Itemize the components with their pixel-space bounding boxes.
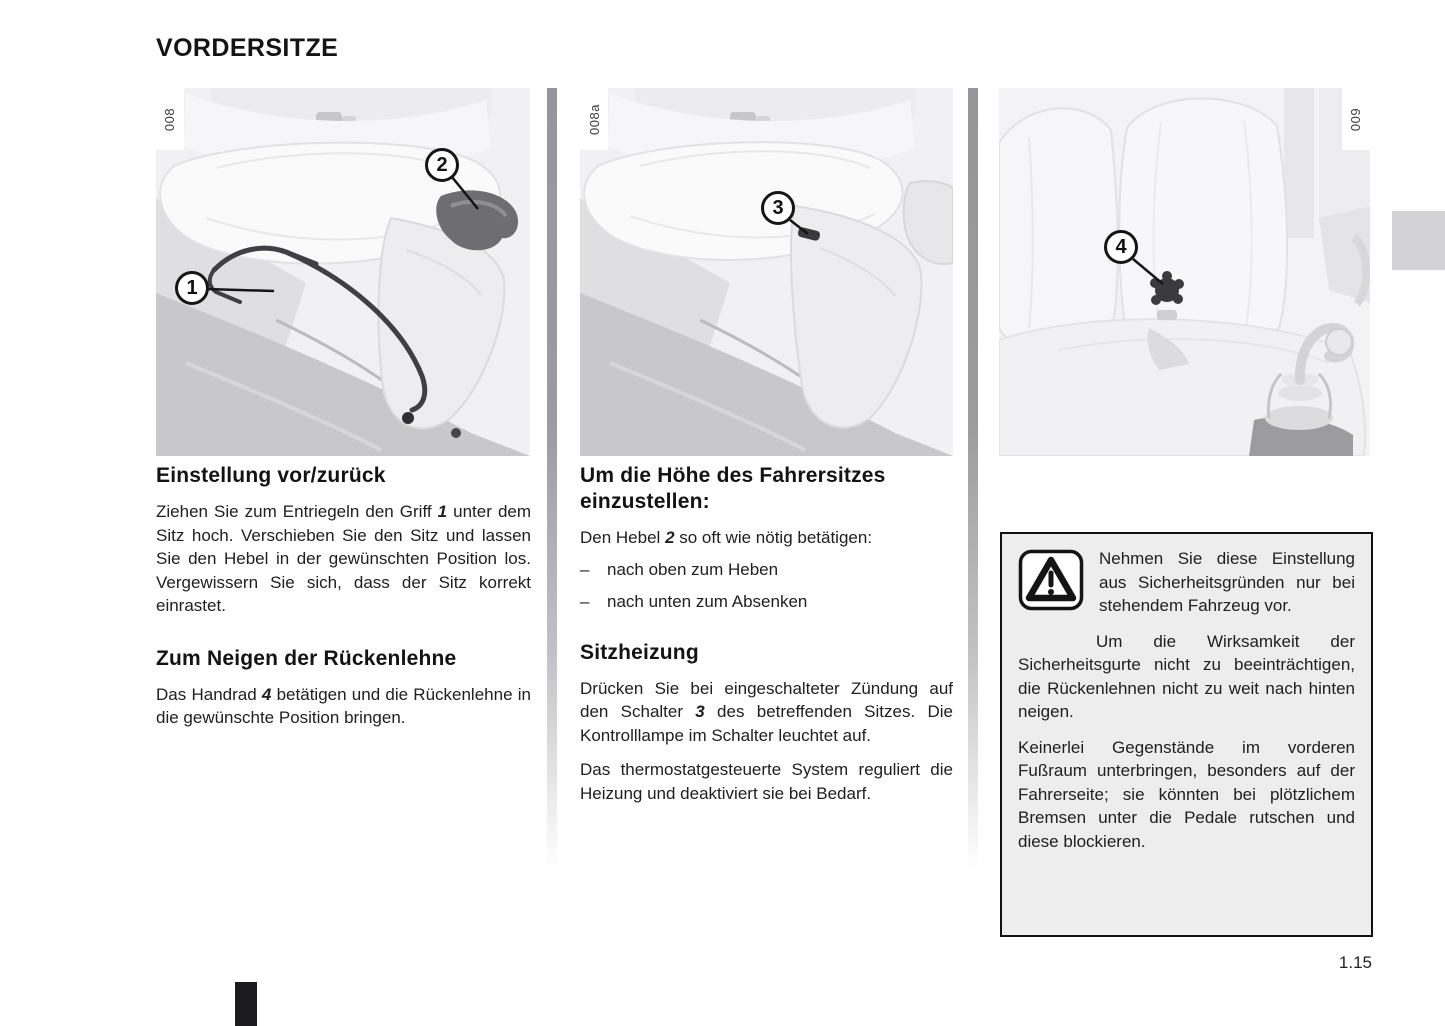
page-title: VORDERSITZE bbox=[156, 34, 339, 62]
column-slide-recline bbox=[156, 463, 531, 730]
callout-1: 1 bbox=[175, 271, 209, 305]
list-item: – nach oben zum Heben bbox=[580, 558, 953, 582]
ref-number-2: 2 bbox=[665, 528, 675, 547]
figure-label: 008a bbox=[580, 88, 608, 150]
figure-label: 009 bbox=[1342, 88, 1370, 150]
paragraph-adjust: Ziehen Sie zum Entriegeln den Griff 1 unter dem Sitz hoch. Verschieben Sie den Sitz und lassen Sie den Hebel in der gewünschten Position los. Vergewissern Sie sich, dass der Sitz korrekt einrastet. bbox=[156, 502, 532, 615]
seat-switch-illustration bbox=[580, 88, 953, 456]
paragraph-height-intro: Den Hebel 2 so oft wie nötig betätigen: bbox=[580, 528, 873, 547]
height-bullet-list bbox=[580, 558, 953, 614]
figure-seat-slide-adjustment bbox=[156, 88, 530, 456]
paragraph-recline: Das Handrad 4 betätigen und die Rückenlehne in die gewünschte Position bringen. bbox=[156, 684, 531, 727]
ref-number-3: 3 bbox=[695, 702, 705, 721]
figure-backrest-handwheel bbox=[999, 88, 1370, 456]
warning-triangle-icon bbox=[1018, 549, 1084, 611]
dash-bullet: – bbox=[580, 560, 590, 579]
column-separator bbox=[547, 88, 557, 920]
column-separator bbox=[968, 88, 978, 920]
heading-recline-backrest: Zum Neigen der Rückenlehne bbox=[156, 646, 457, 670]
column-height-heating bbox=[580, 463, 953, 805]
warning-paragraph-1: Nehmen Sie diese Einstellung aus Sicherheitsgründen nur bei stehendem Fahrzeug vor. bbox=[1099, 549, 1355, 615]
heading-seat-heating: Sitzheizung bbox=[580, 640, 699, 664]
page-number: 1.15 bbox=[1338, 953, 1372, 972]
paragraph-heating-2: Das thermostatgesteuerte System reguliert die Heizung und deaktiviert sie bei Bedarf. bbox=[580, 760, 953, 803]
callout-2: 2 bbox=[425, 148, 459, 182]
list-item: – nach unten zum Absenken bbox=[580, 590, 953, 614]
ref-number-1: 1 bbox=[437, 502, 448, 521]
figure-seat-height-switch bbox=[580, 88, 953, 456]
callout-3: 3 bbox=[761, 191, 795, 225]
callout-4: 4 bbox=[1104, 230, 1138, 264]
dash-bullet: – bbox=[580, 592, 590, 611]
ref-number-4: 4 bbox=[261, 684, 272, 704]
warning-paragraph-2: Um die Wirksamkeit der Sicherheitsgurte nicht zu beeinträchtigen, die Rückenlehnen nicht zu weit nach hinten neigen. bbox=[1018, 631, 1355, 721]
section-tab-marker bbox=[235, 982, 257, 1026]
heading-seat-height: Um die Höhe des Fahrersitzes einzustellen: bbox=[580, 464, 886, 513]
seat-slide-illustration bbox=[156, 88, 530, 456]
paragraph-heating-1: Drücken Sie bei eingeschalteter Zündung auf den Schalter 3 des betreffenden Sitzes. Die Kontrolllampe im Schalter leuchtet auf. bbox=[580, 678, 953, 745]
chapter-edge-tab bbox=[1392, 211, 1445, 270]
figure-label: 008 bbox=[156, 88, 184, 150]
safety-warning-box bbox=[1000, 532, 1373, 937]
heading-adjust-forward-back: Einstellung vor/zurück bbox=[156, 464, 386, 487]
warning-paragraph-3: Keinerlei Gegenstände im vorderen Fußraum unterbringen, besonders auf der Fahrerseite; sie könnten bei plötzlichem Bremsen unter die Pedale rutschen und diese blockieren. bbox=[1018, 737, 1355, 851]
seat-handwheel-illustration bbox=[999, 88, 1370, 456]
